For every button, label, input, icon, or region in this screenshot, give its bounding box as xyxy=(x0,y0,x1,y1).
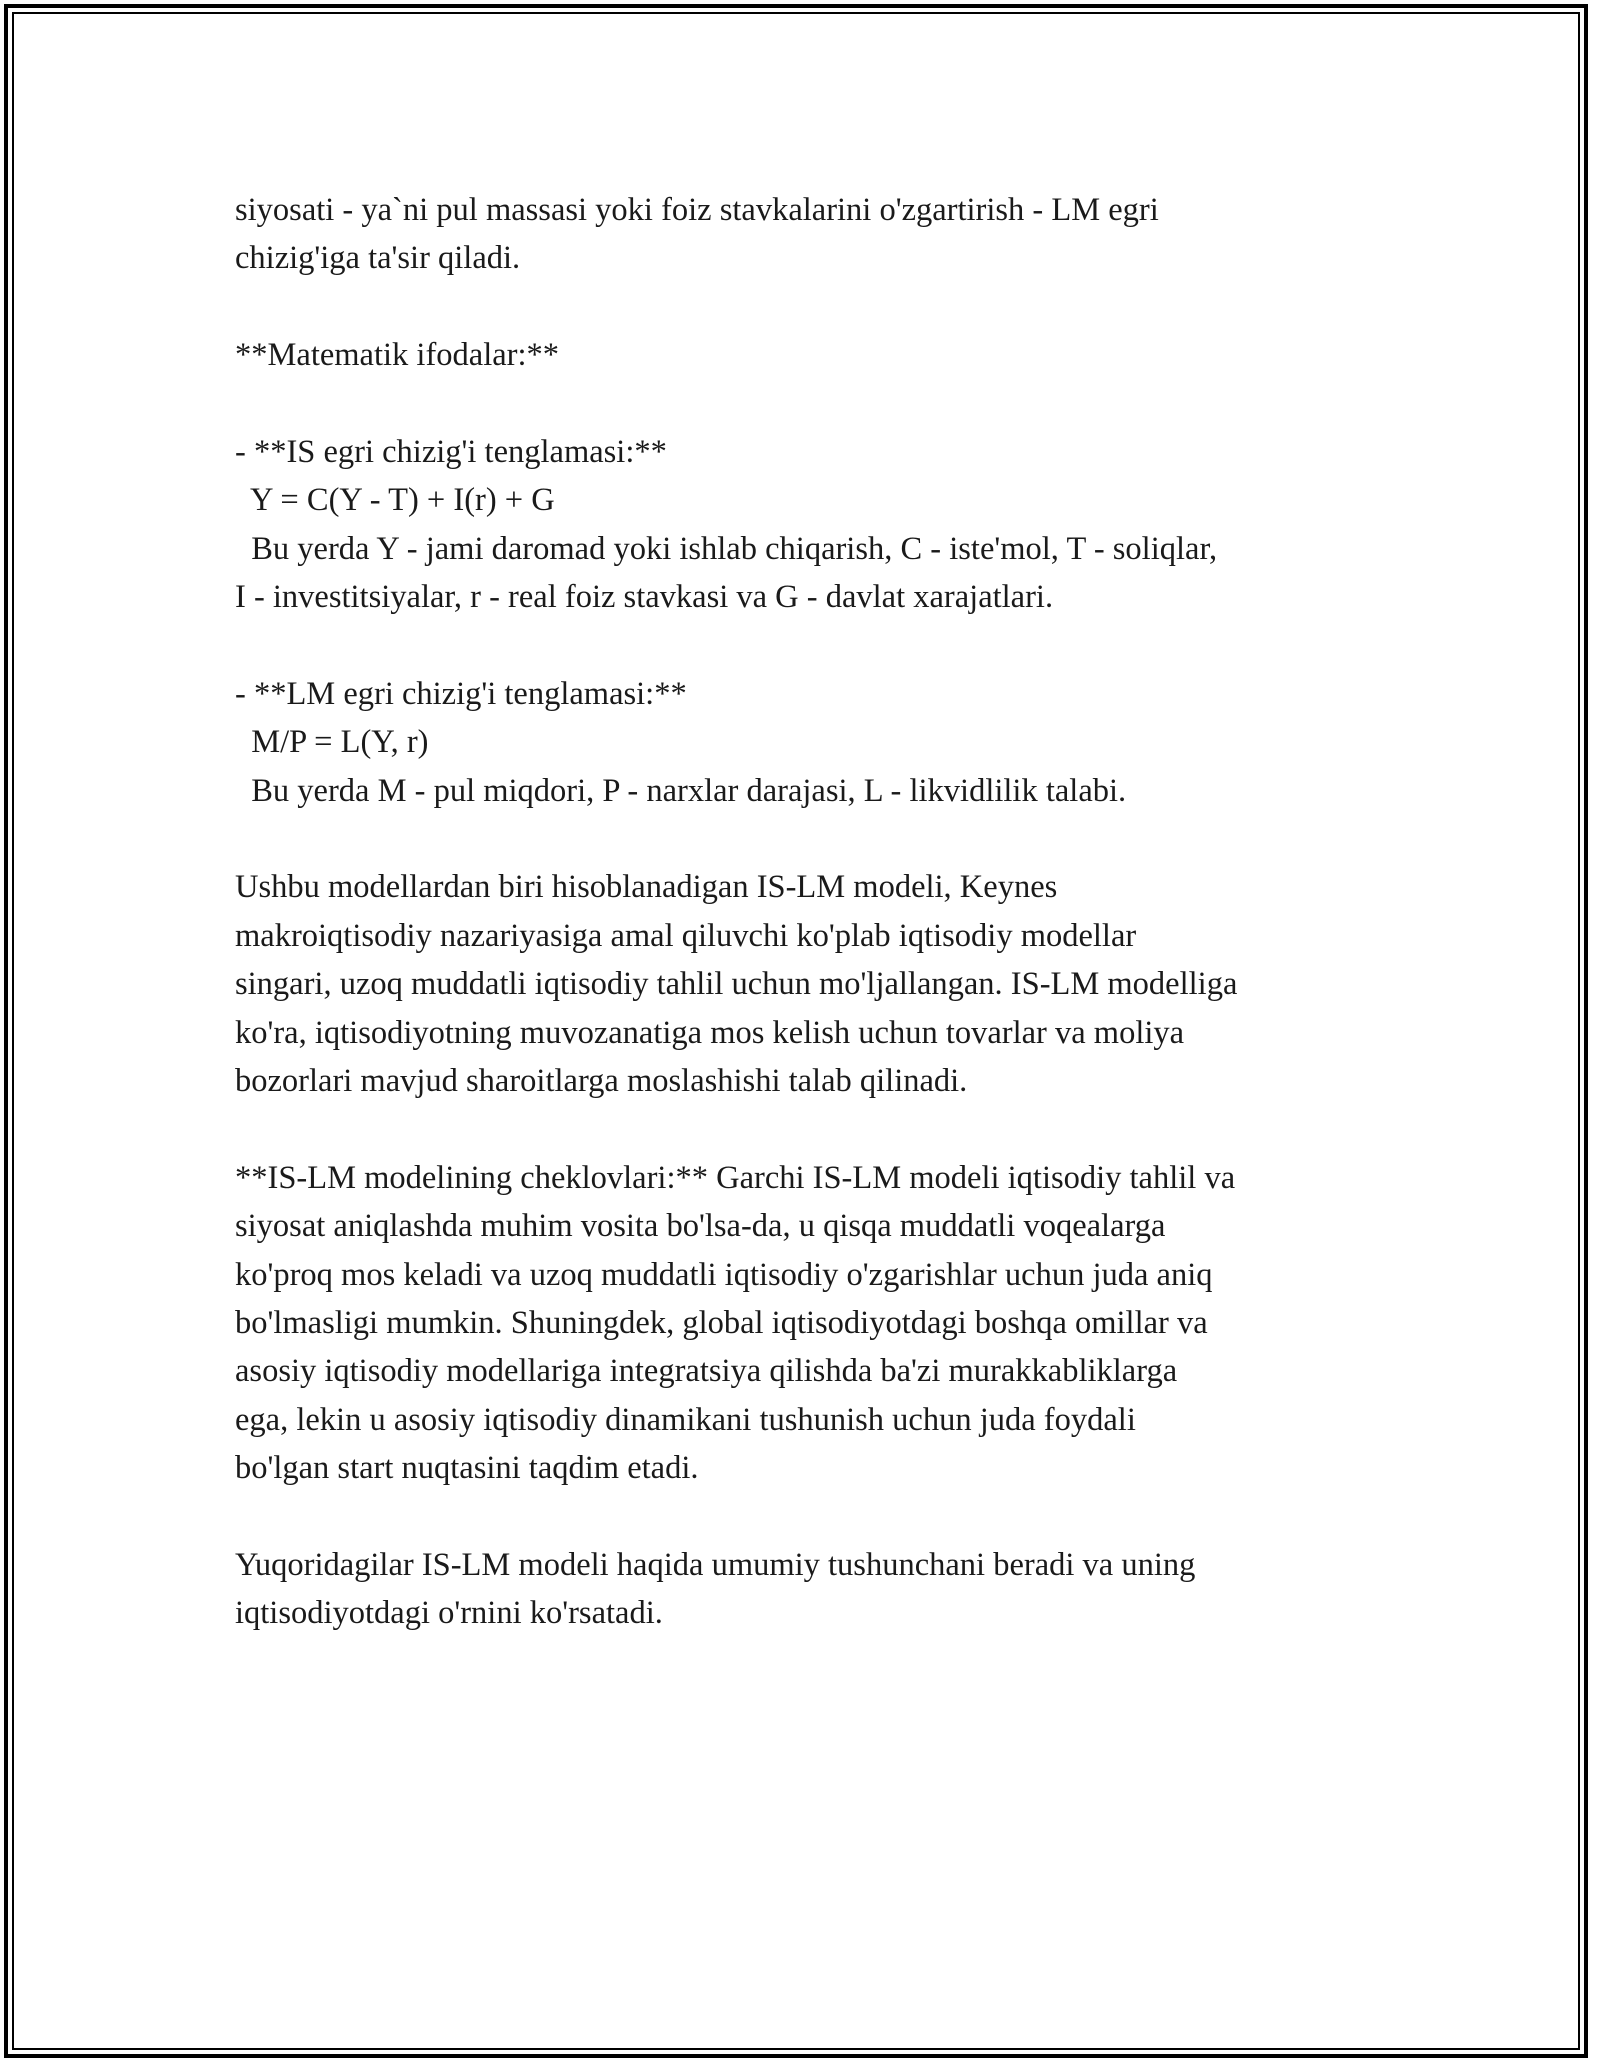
text-line xyxy=(235,1105,1395,1153)
text-line: makroiqtisodiy nazariyasiga amal qiluvchi ko'plab iqtisodiy modellar xyxy=(235,917,1137,954)
text-line: bozorlari mavjud sharoitlarga moslashishi talab qilinadi. xyxy=(235,1063,968,1100)
equation-line: M/P = L(Y, r) xyxy=(235,724,429,761)
document-body xyxy=(235,186,1395,1638)
text-line: **IS-LM modelining cheklovlari:** Garchi IS-LM modeli iqtisodiy tahlil va xyxy=(235,1159,1236,1196)
text-line: iqtisodiyotdagi o'rnini ko'rsatadi. xyxy=(235,1595,663,1632)
section-heading: **Matematik ifodalar:** xyxy=(235,337,560,374)
text-line: Ushbu modellardan biri hisoblanadigan IS-LM modeli, Keynes xyxy=(235,869,1058,906)
text-line: ko'proq mos keladi va uzoq muddatli iqtisodiy o'zgarishlar uchun juda aniq xyxy=(235,1256,1213,1293)
list-item-heading: - **LM egri chizig'i tenglamasi:** xyxy=(235,675,687,712)
text-line: Bu yerda Y - jami daromad yoki ishlab chiqarish, C - iste'mol, T - soliqlar, xyxy=(235,530,1218,567)
text-line xyxy=(235,283,1395,331)
equation-line: Y = C(Y - T) + I(r) + G xyxy=(235,482,555,519)
list-item-heading: - **IS egri chizig'i tenglamasi:** xyxy=(235,433,667,470)
text-line: asosiy iqtisodiy modellariga integratsiya qilishda ba'zi murakkabliklarga xyxy=(235,1353,1178,1390)
text-line: chizig'iga ta'sir qiladi. xyxy=(235,240,521,277)
text-line: ko'ra, iqtisodiyotning muvozanatiga mos kelish uchun tovarlar va moliya xyxy=(235,1014,1185,1051)
text-line: Bu yerda M - pul miqdori, P - narxlar darajasi, L - likvidlilik talabi. xyxy=(235,772,1127,809)
text-line: bo'lmasligi mumkin. Shuningdek, global iqtisodiyotdagi boshqa omillar va xyxy=(235,1304,1208,1341)
text-line xyxy=(235,380,1395,428)
text-line xyxy=(235,1493,1395,1541)
text-line xyxy=(235,815,1395,863)
text-line: ega, lekin u asosiy iqtisodiy dinamikani tushunish uchun juda foydali xyxy=(235,1401,1136,1438)
text-line: siyosat aniqlashda muhim vosita bo'lsa-da, u qisqa muddatli voqealarga xyxy=(235,1208,1166,1245)
text-line: Yuqoridagilar IS-LM modeli haqida umumiy tushunchani beradi va uning xyxy=(235,1546,1196,1583)
text-line xyxy=(235,622,1395,670)
text-line: siyosati - ya`ni pul massasi yoki foiz stavkalarini o'zgartirish - LM egri xyxy=(235,192,1159,228)
text-line: I - investitsiyalar, r - real foiz stavkasi va G - davlat xarajatlari. xyxy=(235,579,1054,616)
text-line: singari, uzoq muddatli iqtisodiy tahlil uchun mo'ljallangan. IS-LM modelliga xyxy=(235,966,1238,1003)
text-line: bo'lgan start nuqtasini taqdim etadi. xyxy=(235,1450,699,1487)
